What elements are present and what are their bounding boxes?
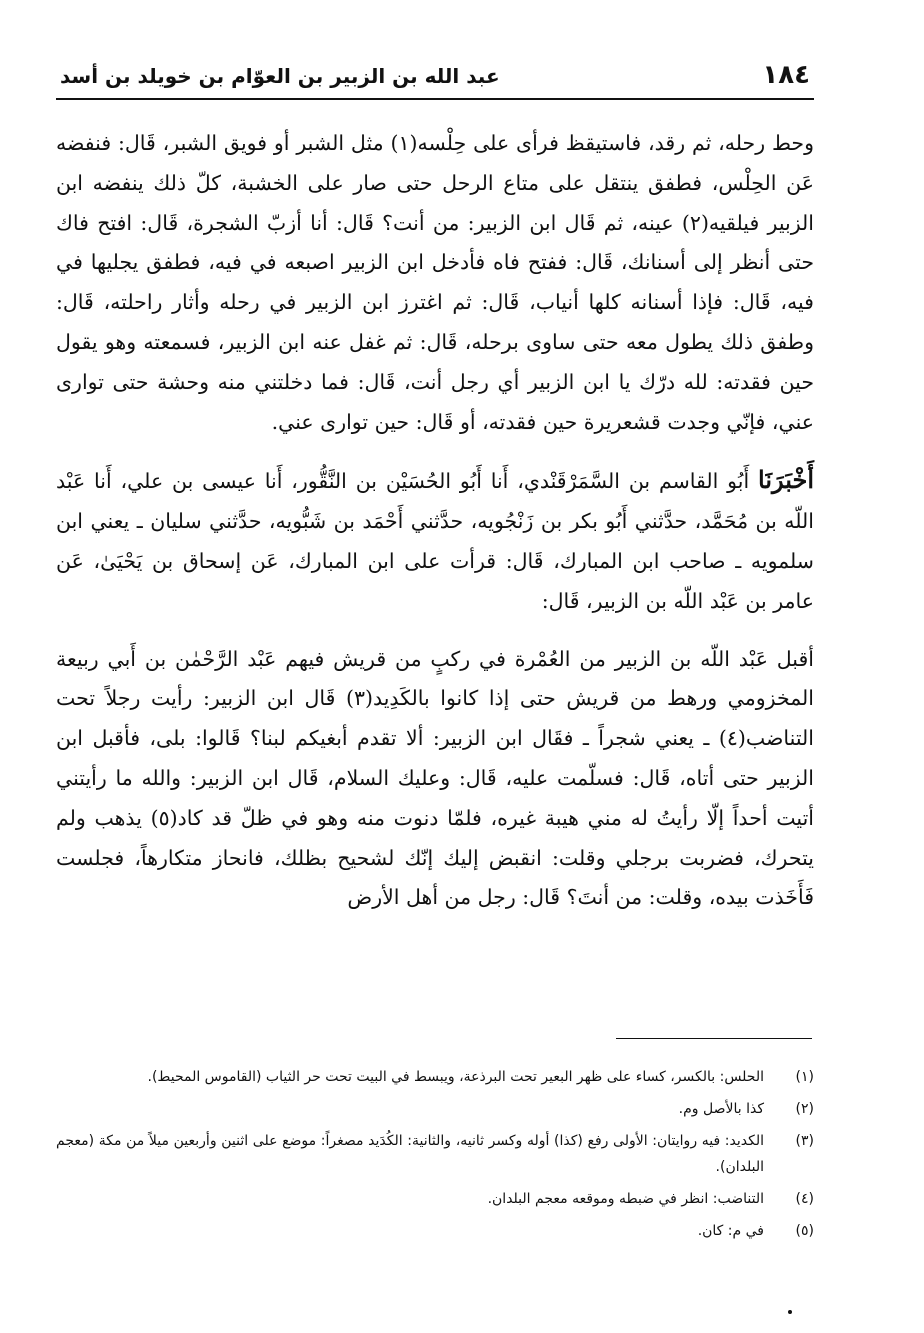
footnote [56,1218,814,1244]
footnote [56,1064,814,1090]
footnote-text: في م: كان. [697,1223,764,1239]
footnote [56,1186,814,1212]
footnote-number: (١) [795,1069,814,1085]
paragraph [56,460,814,621]
paragraph-lead-word: أَخْبَرَنَا [758,465,814,495]
paragraph: أقبل عَبْد اللّه بن الزبير من العُمْرة في ركبٍ من قريش فيهم عَبْد الرَّحْمٰن بن أَبي ربيعة المخزومي ورهط من قريش حتى إذا كانوا بالكَدِيد(٣) قَال ابن الزبير: رأيت رجلاً تحت التناضب(٤) ـ يعني شجراً ـ فقَال ابن الزبير: ألا تقدم أبغيكم لبنا؟ قَالوا: بلى، فأقبل ابن الزبير حتى أتاه، قَال: فسلّمت عليه، قَال: وعليك السلام، قَال ابن الزبير: والله ما رأيتني أتيت أحداً إلّا رأيتُ له مني هيبة غيره، فلمّا دنوت منه وهو في ظلّ قد كاد(٥) يذهب ولم يتحرك، فضربت برجلي وقلت: انقبض إليك إنّك لشحيح بظلك، فانحاز متكارهاً، فجلست فَأَخَذت بيده، وقلت: من أنتَ؟ قَال: رجل من أهل الأرض [56,646,814,910]
running-title: عبد الله بن الزبير بن العوّام بن خويلد بن أسد [60,64,500,88]
footnote-divider [616,1038,812,1039]
footnotes [56,1064,814,1250]
paragraph: وحط رحله، ثم رقد، فاستيقظ فرأى على حِلْسه(١) مثل الشبر أو فويق الشبر، قَال: فنفضه عَن الحِلْس، فطفق ينتقل على متاع الرحل حتى صار على الخشبة، كلّ ذلك ينفضه ابن الزبير فيلقيه(٢) عينه، ثم قَال ابن الزبير: من أنت؟ قَال: أنا أزبّ الشجرة، قَال: افتح فاك حتى أنظر إلى أسنانك، قَال: ففتح فاه فأدخل ابن الزبير اصبعه في فيه، فطفق يجليها في فيه، قَال: فإذا أسنانه كلها أنياب، قَال: ثم اغترز ابن الزبير في رحله وأثار راحلته، قَال: وطفق ذلك يطول معه حتى ساوى برحله، قَال: ثم غفل عنه ابن الزبير، فسمعته وهو يقول حين فقدته: لله درّك يا ابن الزبير أي رجل أنت، قَال: فما دخلتني منه وحشة حتى توارى عني، فإنّي وجدت قشعريرة حين فقدته، أو قَال: حين توارى عني. [56,131,814,434]
footnote-number: (٤) [795,1191,814,1207]
footnote-text: التناضب: انظر في ضبطه وموقعه معجم البلدان. [487,1191,764,1207]
footnote-number: (٥) [795,1223,814,1239]
footnote-number: (٢) [795,1101,814,1117]
page-number: ١٨٤ [762,60,810,90]
footnote [56,1096,814,1122]
footnote-text: الكديد: فيه روايتان: الأولى رفع (كذا) أوله وكسر ثانيه، والثانية: الكُدَيد مصغراً: موضع على اثنين وأربعين ميلاً من مكة (معجم البلدان). [56,1133,764,1175]
main-text [56,124,814,918]
paragraph-text: أَبُو القاسم بن السَّمَرْقَنْدي، أَنا أَبُو الحُسَيْن بن النَّقُّور، أَنا عيسى بن علي، أَنا عَبْد اللّه بن مُحَمَّد، حدَّثني أَبُو بكر بن زَنْجُويه، حدَّثني أَحْمَد بن شَبُّويه، حدَّثني سليان ـ يعني ابن سلمويه ـ صاحب ابن المبارك، قَال: قرأت على ابن المبارك، عَن إسحاق بن يَحْيَىٰ، عَن عامر بن عَبْد اللّه بن الزبير، قَال: [56,469,814,613]
footnote [56,1128,814,1180]
page-mark [788,1310,792,1314]
footnote-number: (٣) [795,1133,814,1149]
footnote-text: الحلس: بالكسر، كساء على ظهر البعير تحت البرذعة، ويبسط في البيت تحت حر الثياب (القاموس المحيط). [147,1069,764,1085]
page-header [56,58,814,100]
footnote-text: كذا بالأصل وم. [678,1101,764,1117]
